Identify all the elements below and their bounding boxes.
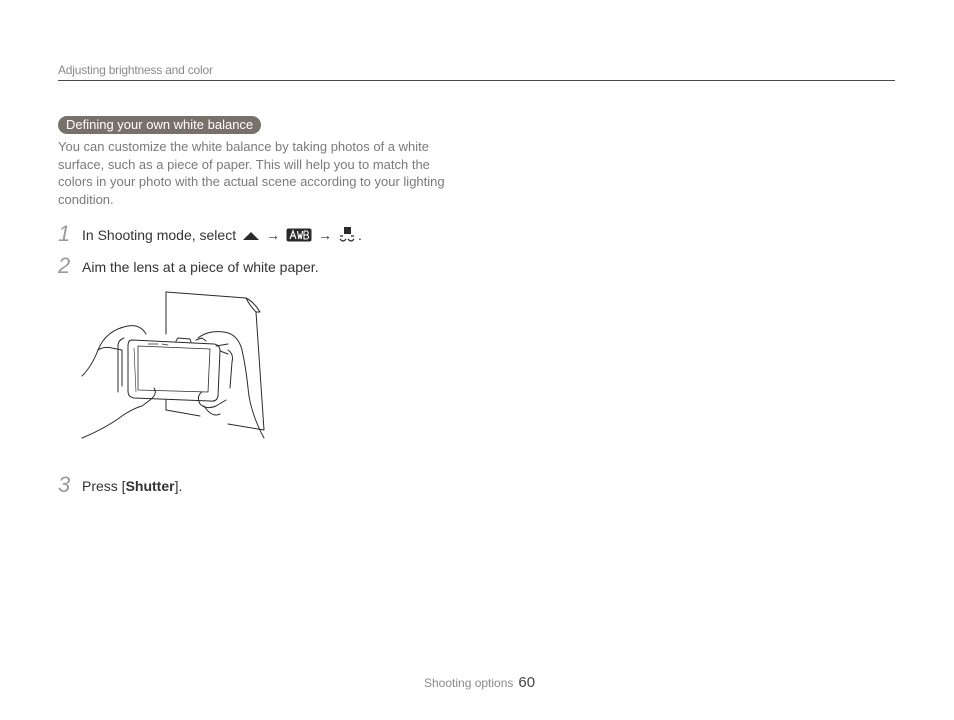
step-instruction: In Shooting mode, select	[82, 227, 237, 244]
camera-menu-icon	[242, 229, 260, 245]
running-header: Adjusting brightness and color	[58, 63, 213, 77]
shutter-key-label: Shutter	[125, 478, 175, 494]
hands-holding-camera-at-paper-illustration	[78, 288, 274, 450]
step-number: 2	[58, 253, 71, 278]
step-instruction: Press [	[82, 478, 126, 494]
section-title: Defining your own white balance	[58, 116, 261, 134]
step-text	[82, 227, 362, 246]
section-intro: You can customize the white balance by taking photos of a white surface, such as a piece of paper. This will help you to match the colors in your photo with the actual scene according to your lighting condition.	[58, 139, 445, 207]
step-trailing: .	[358, 227, 362, 244]
footer-section-label: Shooting options	[424, 676, 514, 690]
arrow-icon: →	[318, 227, 332, 244]
awb-white-balance-icon	[286, 228, 312, 245]
step-number: 3	[58, 472, 71, 497]
arrow-icon: →	[266, 227, 280, 244]
step-text	[82, 478, 182, 494]
custom-white-balance-icon	[338, 227, 356, 246]
page-footer	[424, 674, 535, 692]
header-rule	[58, 80, 895, 81]
step-number: 1	[58, 221, 71, 246]
step-instruction: Aim the lens at a piece of white paper.	[82, 259, 319, 275]
step-trailing: ].	[174, 478, 183, 494]
page-number: 60	[518, 674, 536, 691]
